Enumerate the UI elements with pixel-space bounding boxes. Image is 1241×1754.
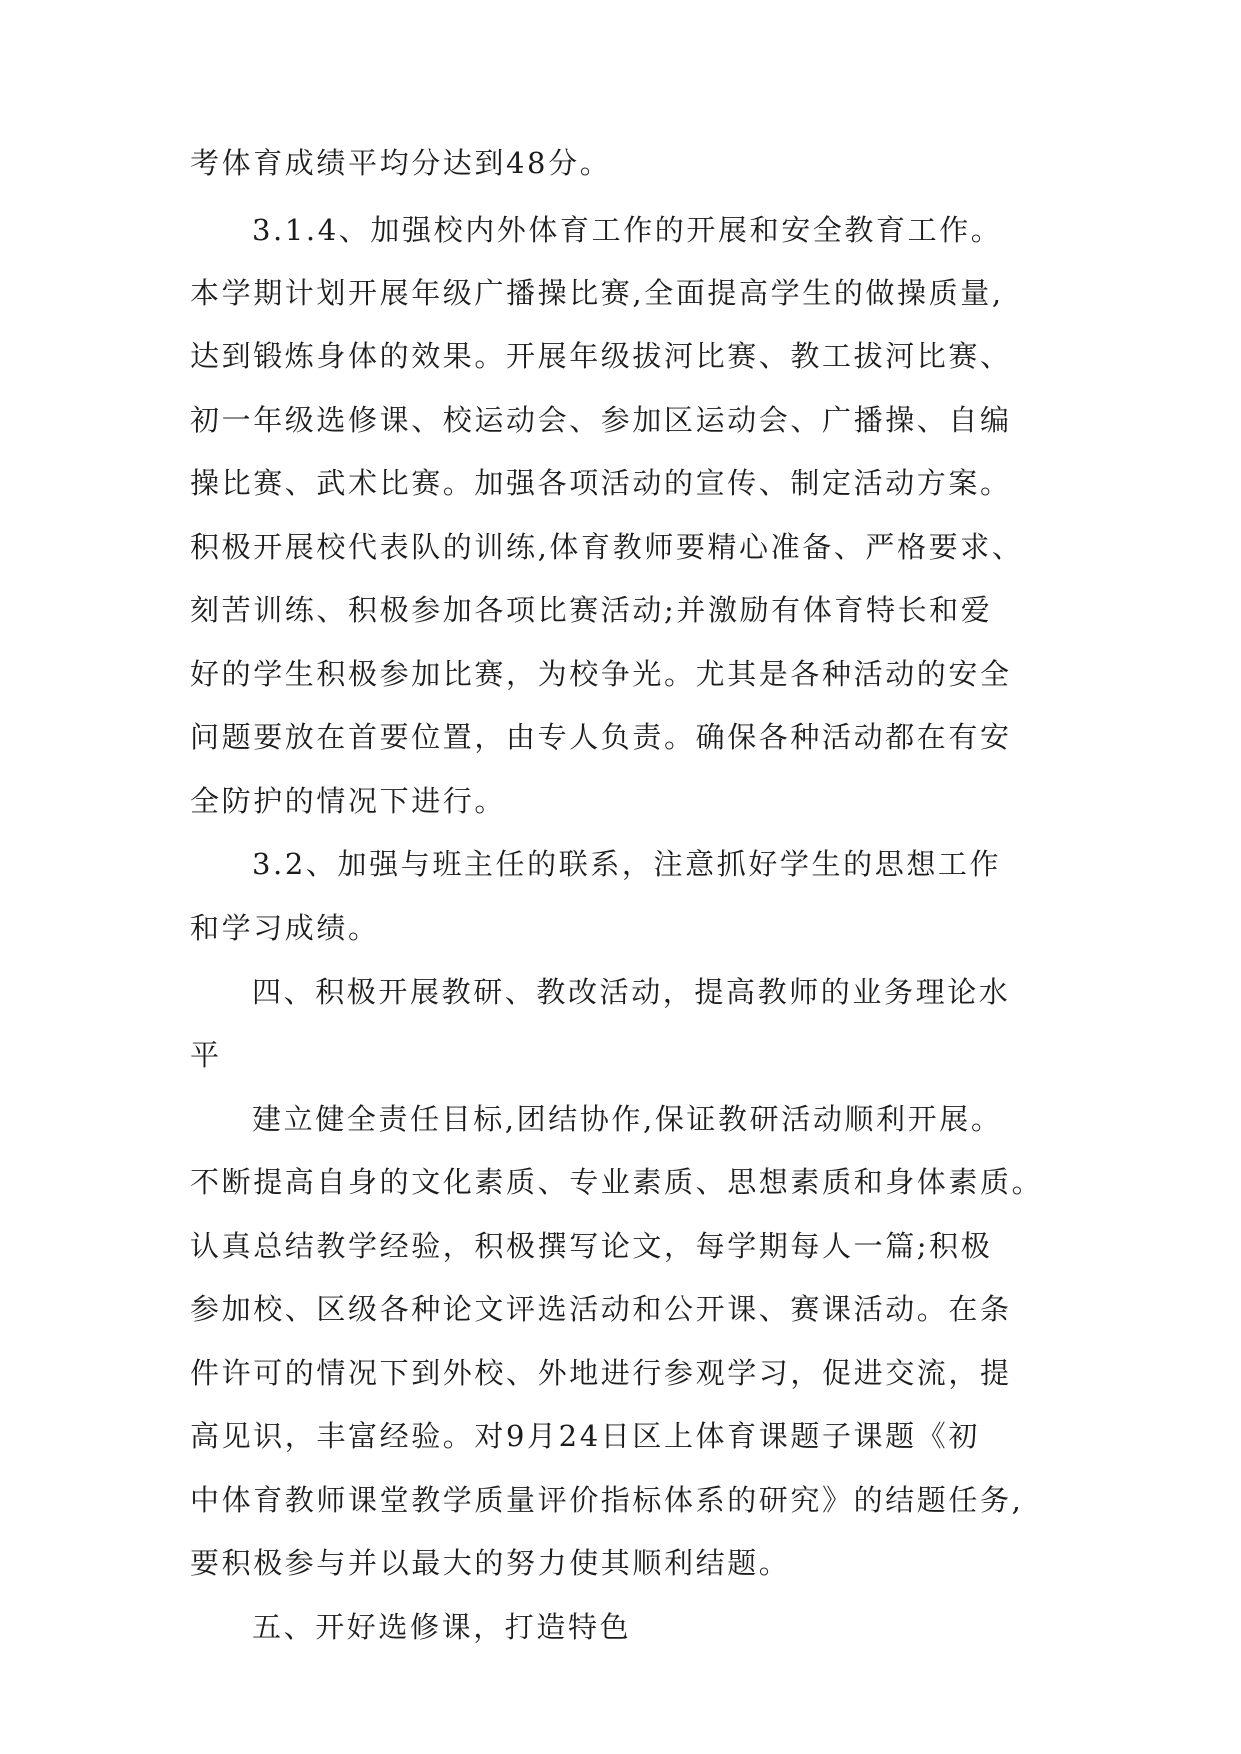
text-line: 和学习成绩。	[190, 911, 380, 945]
section-heading-continued: 平	[190, 1038, 222, 1072]
text-line: 认真总结教学经验，积极撰写论文，每学期每人一篇;积极	[190, 1229, 993, 1263]
text-line: 积极开展校代表队的训练,体育教师要精心准备、严格要求、	[190, 530, 1024, 564]
text-line: 全防护的情况下进行。	[190, 784, 507, 818]
text-line: 考体育成绩平均分达到48分。	[190, 146, 612, 180]
text-line: 初一年级选修课、校运动会、参加区运动会、广播操、自编	[190, 403, 1012, 437]
section-heading: 五、开好选修课，打造特色	[252, 1610, 632, 1644]
text-line: 3.1.4、加强校内外体育工作的开展和安全教育工作。	[252, 213, 1003, 247]
text-line: 3.2、加强与班主任的联系，注意抓好学生的思想工作	[252, 847, 1002, 881]
text-line: 操比赛、武术比赛。加强各项活动的宣传、制定活动方案。	[190, 466, 1012, 500]
text-line: 达到锻炼身体的效果。开展年级拔河比赛、教工拔河比赛、	[190, 339, 1012, 373]
text-line: 件许可的情况下到外校、外地进行参观学习，促进交流，提	[190, 1356, 1012, 1390]
text-line: 建立健全责任目标,团结协作,保证教研活动顺利开展。	[252, 1102, 1003, 1136]
section-heading: 四、积极开展教研、教改活动，提高教师的业务理论水	[252, 975, 1011, 1009]
text-line: 本学期计划开展年级广播操比赛,全面提高学生的做操质量,	[190, 276, 1004, 310]
text-line: 不断提高自身的文化素质、专业素质、思想素质和身体素质。	[190, 1165, 1044, 1199]
text-line: 问题要放在首要位置，由专人负责。确保各种活动都在有安	[190, 720, 1012, 754]
text-line: 高见识，丰富经验。对9月24日区上体育课题子课题《初	[190, 1419, 980, 1453]
text-line: 刻苦训练、积极参加各项比赛活动;并激励有体育特长和爱	[190, 593, 993, 627]
text-line: 参加校、区级各种论文评选活动和公开课、赛课活动。在条	[190, 1292, 1012, 1326]
text-line: 要积极参与并以最大的努力使其顺利结题。	[190, 1546, 791, 1580]
text-line: 中体育教师课堂教学质量评价指标体系的研究》的结题任务,	[190, 1483, 1024, 1517]
text-line: 好的学生积极参加比赛，为校争光。尤其是各种活动的安全	[190, 657, 1012, 691]
